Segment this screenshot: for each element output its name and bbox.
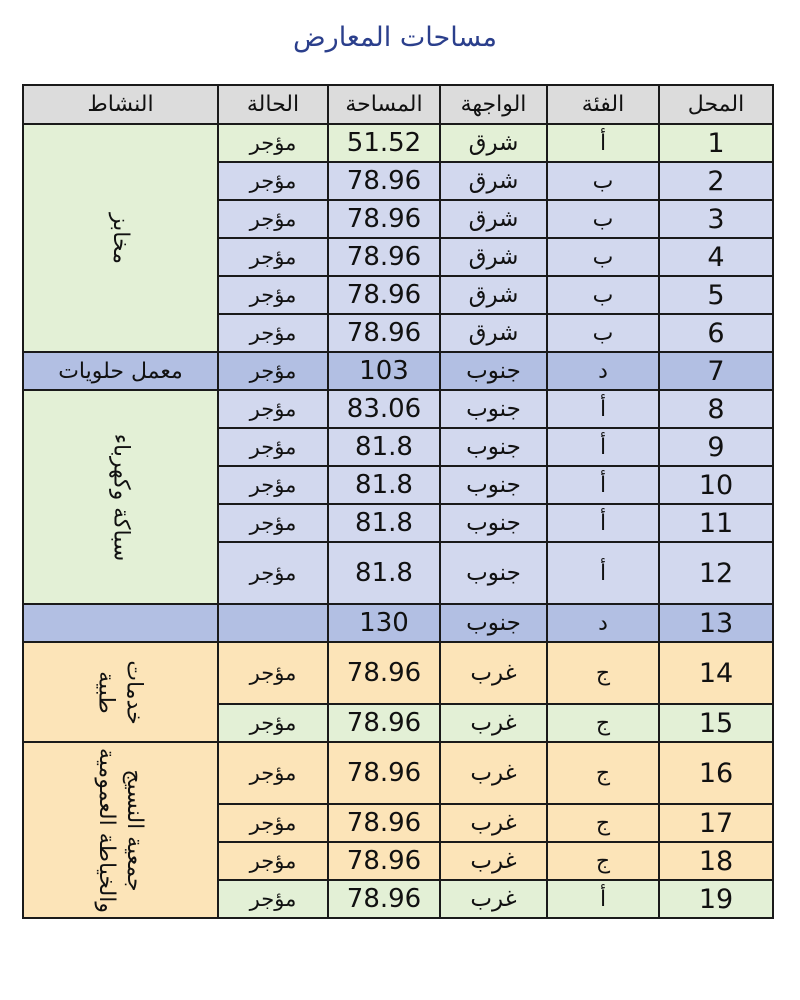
- cell-category: ج: [547, 742, 659, 804]
- activity-plumbing-cell: [23, 390, 218, 604]
- cell-unit: 2: [659, 162, 773, 200]
- cell-unit: 16: [659, 742, 773, 804]
- cell-area: 78.96: [328, 642, 440, 704]
- cell-unit: 15: [659, 704, 773, 742]
- cell-unit: 10: [659, 466, 773, 504]
- cell-facade: شرق: [440, 314, 547, 352]
- cell-unit: 18: [659, 842, 773, 880]
- cell-facade: شرق: [440, 124, 547, 162]
- activity-medical-cell: [23, 642, 218, 742]
- cell-status: مؤجر: [218, 352, 328, 390]
- header-status: الحالة: [218, 85, 328, 124]
- cell-status: مؤجر: [218, 276, 328, 314]
- cell-status: مؤجر: [218, 466, 328, 504]
- cell-unit: 1: [659, 124, 773, 162]
- page-title: مساحات المعارض: [293, 22, 497, 53]
- cell-status: [218, 604, 328, 642]
- activity-textile-line2: والخياطة العمومية: [94, 747, 120, 913]
- cell-category: أ: [547, 504, 659, 542]
- cell-area: 78.96: [328, 742, 440, 804]
- cell-area: 81.8: [328, 428, 440, 466]
- cell-unit: 8: [659, 390, 773, 428]
- cell-category: ج: [547, 842, 659, 880]
- activity-plumbing-label: سباكة وكهرباء: [108, 433, 133, 561]
- cell-facade: شرق: [440, 238, 547, 276]
- cell-facade: شرق: [440, 276, 547, 314]
- activity-textile-cell: [23, 742, 218, 918]
- cell-category: ب: [547, 200, 659, 238]
- cell-area: 78.96: [328, 200, 440, 238]
- cell-status: مؤجر: [218, 124, 328, 162]
- cell-unit: 14: [659, 642, 773, 704]
- cell-facade: شرق: [440, 200, 547, 238]
- cell-status: مؤجر: [218, 642, 328, 704]
- cell-category: ج: [547, 704, 659, 742]
- cell-status: مؤجر: [218, 504, 328, 542]
- cell-status: مؤجر: [218, 542, 328, 604]
- activity-textile-line1: جمعية النسيج: [121, 768, 147, 892]
- cell-area: 78.96: [328, 314, 440, 352]
- cell-unit: 19: [659, 880, 773, 918]
- table-row: [23, 742, 773, 804]
- cell-area: 78.96: [328, 162, 440, 200]
- cell-unit: 9: [659, 428, 773, 466]
- cell-area: 103: [328, 352, 440, 390]
- cell-status: مؤجر: [218, 704, 328, 742]
- cell-status: مؤجر: [218, 842, 328, 880]
- cell-category: ب: [547, 276, 659, 314]
- activity-empty-cell: [23, 604, 218, 642]
- cell-facade: غرب: [440, 842, 547, 880]
- cell-unit: 13: [659, 604, 773, 642]
- cell-unit: 17: [659, 804, 773, 842]
- cell-area: 81.8: [328, 466, 440, 504]
- cell-category: ب: [547, 238, 659, 276]
- cell-status: مؤجر: [218, 162, 328, 200]
- cell-facade: شرق: [440, 162, 547, 200]
- cell-area: 83.06: [328, 390, 440, 428]
- cell-facade: جنوب: [440, 466, 547, 504]
- cell-status: مؤجر: [218, 314, 328, 352]
- table-row: [23, 604, 773, 642]
- cell-unit: 5: [659, 276, 773, 314]
- header-facade: الواجهة: [440, 85, 547, 124]
- cell-facade: جنوب: [440, 352, 547, 390]
- cell-category: أ: [547, 390, 659, 428]
- cell-category: د: [547, 352, 659, 390]
- activity-sweets-label: معمل حلويات: [58, 358, 183, 384]
- cell-facade: جنوب: [440, 390, 547, 428]
- cell-facade: جنوب: [440, 428, 547, 466]
- cell-area: 81.8: [328, 542, 440, 604]
- cell-category: أ: [547, 124, 659, 162]
- table-row: [23, 642, 773, 704]
- cell-unit: 6: [659, 314, 773, 352]
- cell-status: مؤجر: [218, 238, 328, 276]
- cell-facade: جنوب: [440, 604, 547, 642]
- cell-unit: 11: [659, 504, 773, 542]
- cell-status: مؤجر: [218, 428, 328, 466]
- cell-status: مؤجر: [218, 390, 328, 428]
- cell-area: 130: [328, 604, 440, 642]
- table-row: [23, 352, 773, 390]
- cell-status: مؤجر: [218, 804, 328, 842]
- activity-medical-line1: خدمات: [121, 659, 147, 725]
- cell-area: 78.96: [328, 804, 440, 842]
- cell-area: 78.96: [328, 842, 440, 880]
- table-row: [23, 124, 773, 162]
- activity-medical-label: [93, 660, 148, 724]
- cell-facade: جنوب: [440, 542, 547, 604]
- cell-facade: غرب: [440, 642, 547, 704]
- activity-medical-line2: طبية: [94, 670, 120, 714]
- activity-bakeries-label: مخابز: [107, 212, 133, 264]
- cell-category: أ: [547, 428, 659, 466]
- activity-textile-label: [93, 747, 148, 912]
- cell-status: مؤجر: [218, 200, 328, 238]
- cell-category: ج: [547, 804, 659, 842]
- table-row: [23, 390, 773, 428]
- cell-unit: 4: [659, 238, 773, 276]
- cell-unit: 3: [659, 200, 773, 238]
- cell-status: مؤجر: [218, 880, 328, 918]
- cell-facade: غرب: [440, 742, 547, 804]
- activity-bakeries-cell: [23, 124, 218, 352]
- header-row: [23, 85, 773, 124]
- cell-area: 78.96: [328, 704, 440, 742]
- cell-unit: 7: [659, 352, 773, 390]
- cell-status: مؤجر: [218, 742, 328, 804]
- cell-facade: جنوب: [440, 504, 547, 542]
- cell-area: 78.96: [328, 880, 440, 918]
- cell-facade: غرب: [440, 880, 547, 918]
- header-activity: النشاط: [23, 85, 218, 124]
- cell-category: أ: [547, 542, 659, 604]
- cell-category: ب: [547, 162, 659, 200]
- cell-category: أ: [547, 880, 659, 918]
- activity-sweets-cell: [23, 352, 218, 390]
- showroom-areas-table: [22, 84, 774, 919]
- cell-category: د: [547, 604, 659, 642]
- cell-category: ب: [547, 314, 659, 352]
- header-unit: المحل: [659, 85, 773, 124]
- cell-category: أ: [547, 466, 659, 504]
- cell-facade: غرب: [440, 804, 547, 842]
- cell-area: 81.8: [328, 504, 440, 542]
- header-category: الفئة: [547, 85, 659, 124]
- cell-area: 78.96: [328, 276, 440, 314]
- cell-category: ج: [547, 642, 659, 704]
- cell-unit: 12: [659, 542, 773, 604]
- cell-facade: غرب: [440, 704, 547, 742]
- header-area: المساحة: [328, 85, 440, 124]
- cell-area: 78.96: [328, 238, 440, 276]
- cell-area: 51.52: [328, 124, 440, 162]
